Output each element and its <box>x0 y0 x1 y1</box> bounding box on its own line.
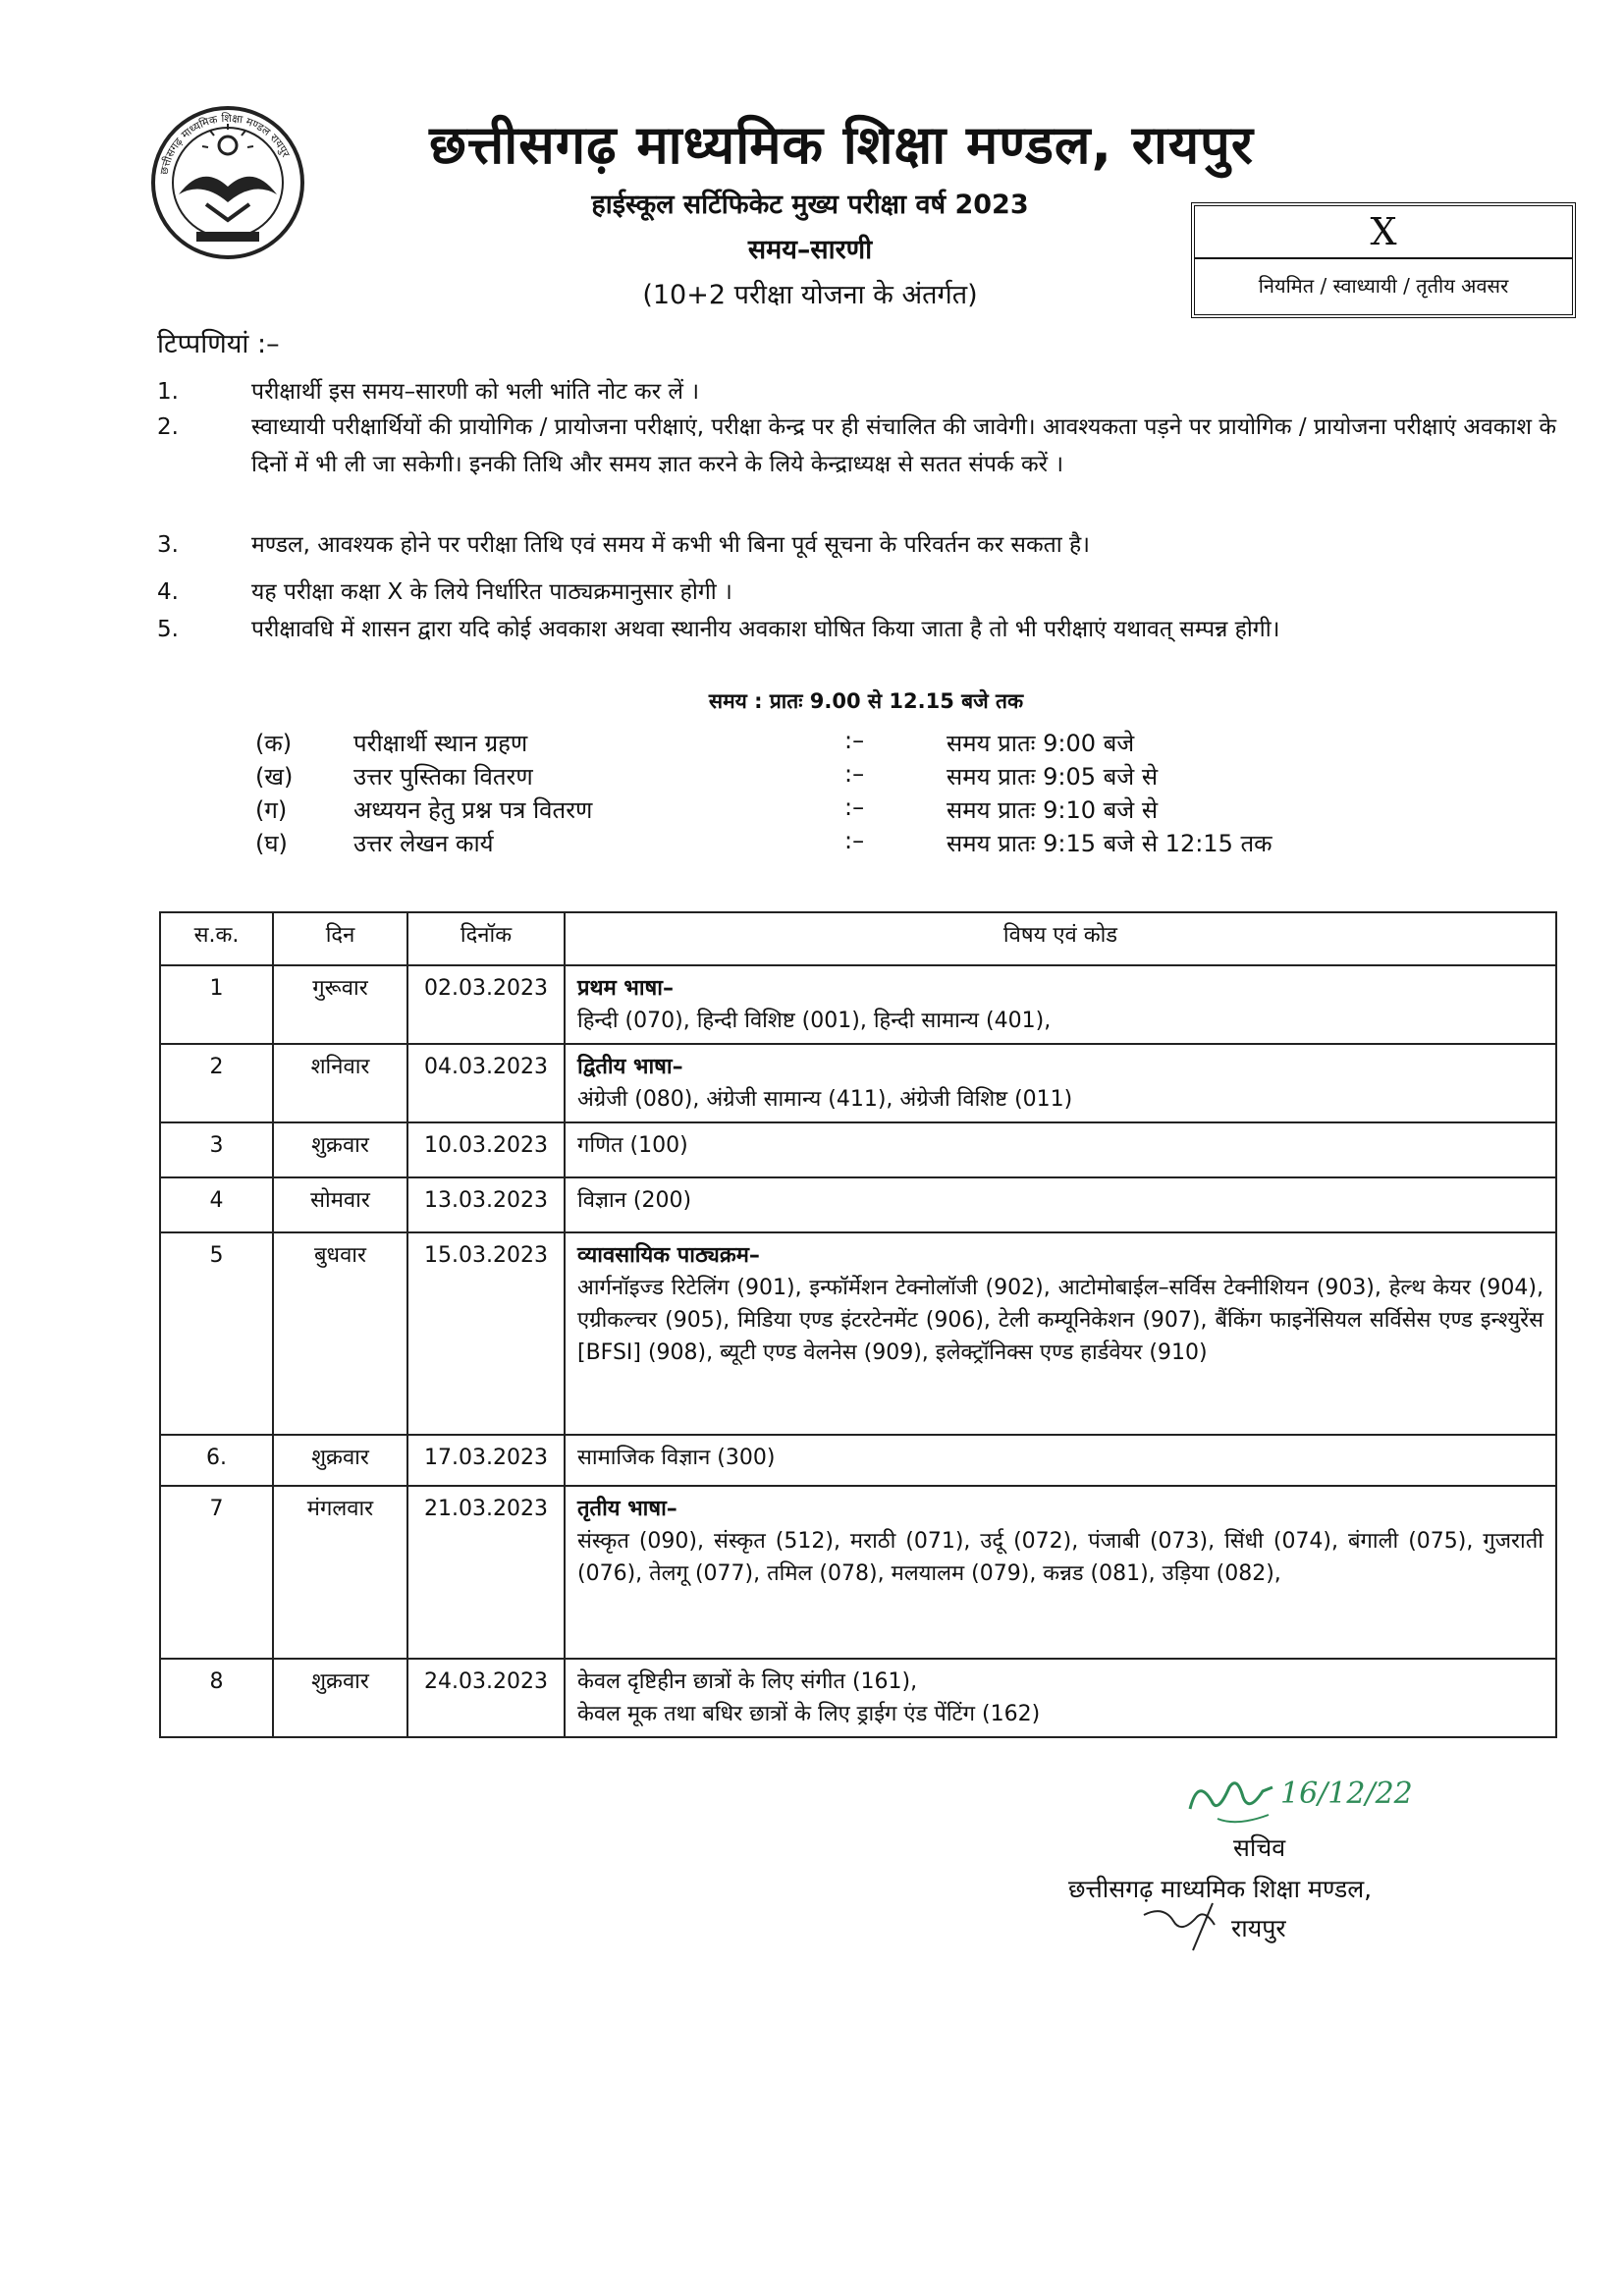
table-row: 3 शुक्रवार 10.03.2023 गणित (100) <box>160 1122 1556 1177</box>
table-row: 4 सोमवार 13.03.2023 विज्ञान (200) <box>160 1177 1556 1232</box>
svg-text:16/12/22: 16/12/22 <box>1280 1777 1413 1811</box>
table-header-row <box>160 912 1556 965</box>
class-label: X <box>1195 206 1572 259</box>
exam-schedule-table <box>159 911 1557 1738</box>
svg-text:छत्तीसगढ़ माध्यमिक शिक्षा मण्ड: छत्तीसगढ़ माध्यमिक शिक्षा मण्डल रायपुर <box>157 111 293 176</box>
page-title: छत्तीसगढ़ माध्यमिक शिक्षा मण्डल, रायपुर <box>429 114 1254 176</box>
table-row: 6. शुक्रवार 17.03.2023 सामाजिक विज्ञान (300) <box>160 1435 1556 1486</box>
table-row: 8 शुक्रवार 24.03.2023 केवल दृष्टिहीन छात्रों के लिए संगीत (161), केवल मूक तथा बधिर छात्रों के लिए ड्राईग एंड पेंटिंग (162) <box>160 1659 1556 1737</box>
col-header-serial: स.क. <box>160 912 273 965</box>
signatory-city: रायपुर <box>1231 1914 1286 1942</box>
col-header-subject: विषय एवं कोड <box>565 912 1556 965</box>
note-item: 5. परीक्षावधि में शासन द्वारा यदि कोई अवकाश अथवा स्थानीय अवकाश घोषित किया जाता है तो भी परीक्षाएं यथावत् सम्पन्न होगी। <box>157 617 1280 642</box>
candidate-category: नियमित / स्वाध्यायी / तृतीय अवसर <box>1258 274 1509 298</box>
table-row: 7 मंगलवार 21.03.2023 तृतीय भाषा– संस्कृत (090), संस्कृत (512), मराठी (071), उर्दू (072), पंजाबी (073), सिंधी (074), बंगाली (075), गुजराती (076), तेलगू (077), तमिल (078), मलयालम (079), कन्नड (081), उड़िया (082), <box>160 1486 1556 1659</box>
col-header-date: दिनॉक <box>407 912 565 965</box>
table-row: 5 बुधवार 15.03.2023 व्यावसायिक पाठ्यक्रम– आर्गनॉइज्ड रिटेलिंग (901), इन्फॉर्मेशन टेक्नोलॉजी (902), आटोमोबाईल–सर्विस टेक्नीशियन (903), हेल्थ केयर (904), एग्रीकल्चर (905), मिडिया एण्ड इंटरटेनमेंट (906), टेली कम्यूनिकेशन (907), बैंकिंग फाइनेंसियल सर्विसेस एण्ड इन्श्युरेंस [BFSI] (908), ब्यूटी एण्ड वेलनेस (909), इलेक्ट्रॉनिक्स एण्ड हार्डवेयर (910) <box>160 1232 1556 1435</box>
signatory-organization: छत्तीसगढ़ माध्यमिक शिक्षा मण्डल, <box>1068 1875 1373 1903</box>
exam-subtitle: हाईस्कूल सर्टिफिकेट मुख्य परीक्षा वर्ष 2023 <box>591 190 1029 220</box>
table-row: 1 गुरूवार 02.03.2023 प्रथम भाषा– हिन्दी (070), हिन्दी विशिष्ट (001), हिन्दी सामान्य (401), <box>160 965 1556 1044</box>
class-box <box>1191 202 1576 318</box>
note-item: 1. परीक्षार्थी इस समय–सारणी को भली भांति नोट कर लें । <box>157 379 700 405</box>
document-type: समय–सारणी <box>747 235 873 265</box>
signatory-designation: सचिव <box>1233 1833 1286 1862</box>
notes-heading: टिप्पणियां :– <box>157 329 280 359</box>
note-item: 3. मण्डल, आवश्यक होने पर परीक्षा तिथि एवं समय में कभी भी बिना पूर्व सूचना के परिवर्तन कर सकता है। <box>157 532 1090 558</box>
note-item: 4. यह परीक्षा कक्षा X के लिये निर्धारित पाठ्यक्रमानुसार होगी । <box>157 579 732 605</box>
handwritten-signature <box>1178 1758 1453 1836</box>
note-item: 2. स्वाध्यायी परीक्षार्थियों की प्रायोगिक / प्रायोजना परीक्षाएं, परीक्षा केन्द्र पर ही संचालित की जावेगी। आवश्यकता पड़ने पर प्रायोगिक / प्रायोजना परीक्षाएं अवकाश के दिनों में भी ली जा सकेगी। इनकी तिथि और समय ज्ञात करने के लिये केन्द्राध्यक्ष से सतत संपर्क करें । <box>157 414 1556 477</box>
col-header-day: दिन <box>273 912 407 965</box>
exam-scheme: (10+2 परीक्षा योजना के अंतर्गत) <box>642 280 978 310</box>
timing-heading: समय : प्रातः 9.00 से 12.15 बजे तक <box>708 689 1024 713</box>
table-row: 2 शनिवार 04.03.2023 द्वितीय भाषा– अंग्रेजी (080), अंग्रेजी सामान्य (411), अंग्रेजी विशिष्ट (011) <box>160 1044 1556 1122</box>
